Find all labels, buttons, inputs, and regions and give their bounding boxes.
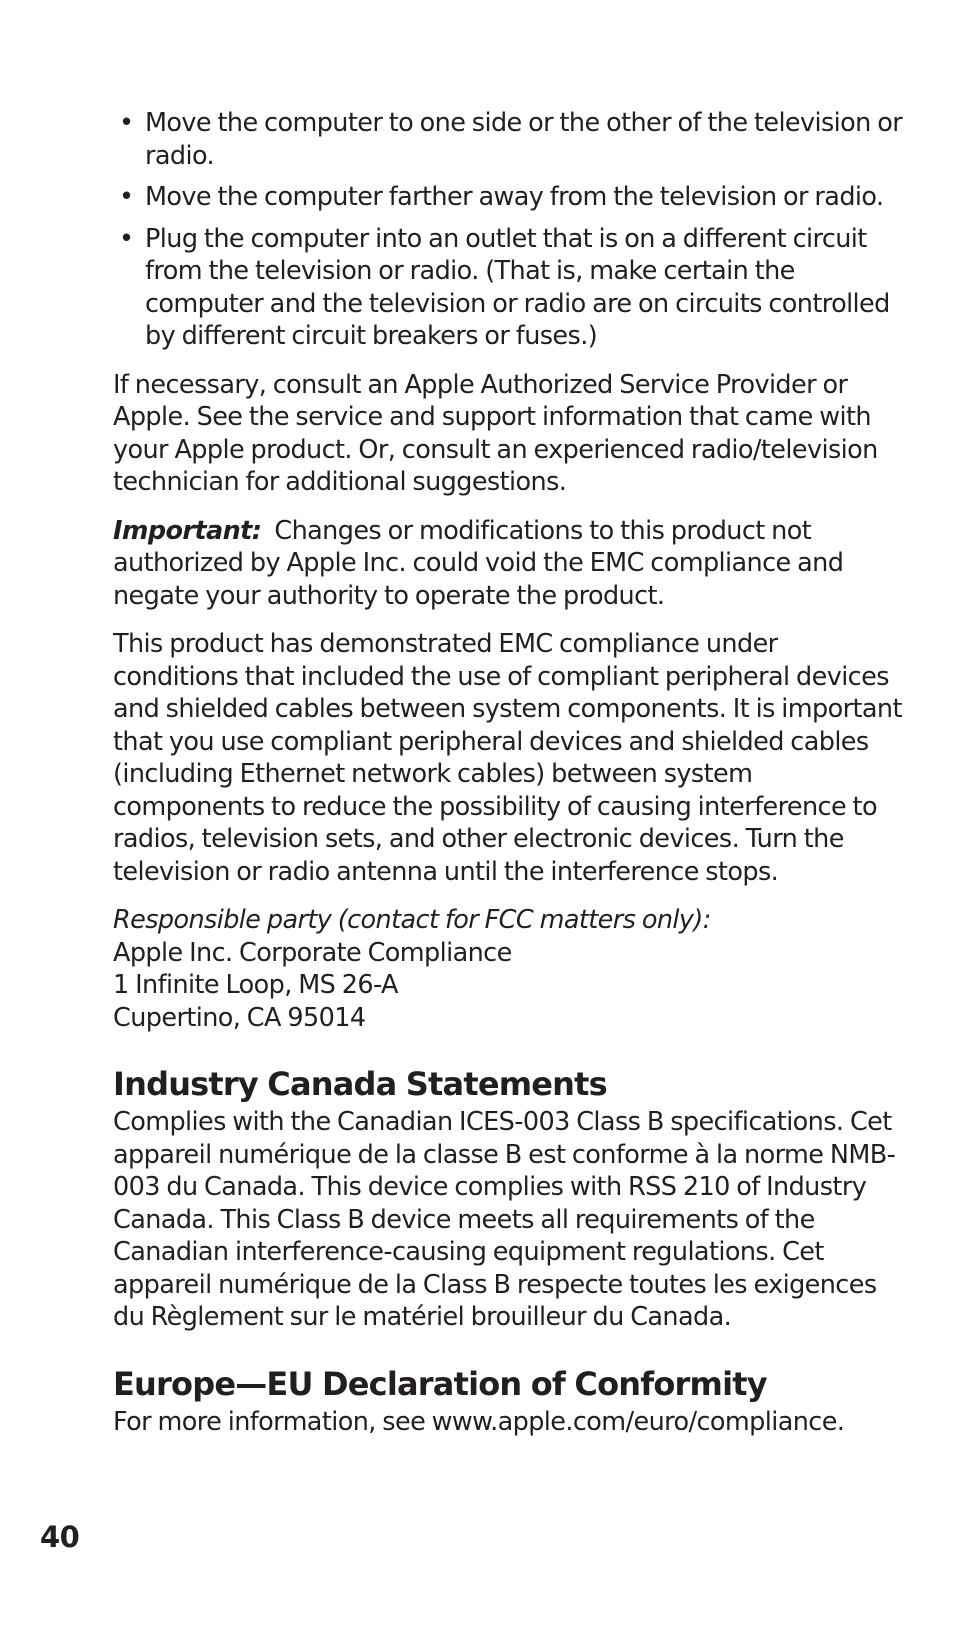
bullet-text: Move the computer to one side or the other of the television or radio.: [145, 108, 903, 171]
bullet-icon: •: [119, 223, 134, 254]
important-text: Changes or modifications to this product not authorized by Apple Inc. could void the EMC compliance and negate your authority to operate the product.: [113, 515, 844, 611]
bullet-icon: •: [119, 182, 134, 212]
page-number: 40: [40, 1520, 80, 1554]
bullet-text: Move the computer farther away from the television or radio.: [145, 182, 884, 212]
consult-paragraph: If necessary, consult an Apple Authorized Service Provider or Apple. See the service and support information that came with your Apple product. Or, consult an experienced radio/television technician for additional suggestions.: [113, 369, 878, 497]
address-line: 1 Infinite Loop, MS 26-A: [113, 970, 398, 1000]
responsible-party-label: Responsible party (contact for FCC matters only):: [113, 905, 711, 935]
important-paragraph: [113, 515, 903, 613]
responsible-party-block: [113, 904, 903, 1034]
bullet-text: Plug the computer into an outlet that is on a different circuit from the television or radio. (That is, make certain the computer and the television or radio are on circuits controlled by different circuit breakers or fuses.): [145, 223, 890, 351]
address-line: Apple Inc. Corporate Compliance: [113, 937, 512, 968]
page-content: [113, 107, 903, 1454]
important-label: Important:: [113, 515, 262, 546]
list-item: [113, 223, 903, 353]
emc-paragraph: This product has demonstrated EMC compliance under conditions that included the use of compliant peripheral devices and shielded cables between system components. It is important that you use compliant peripheral devices and shielded cables (including Ethernet network cables) between system components to reduce the possibility of causing interference to radios, television sets, and other electronic devices. Turn the television or radio antenna until the interference stops.: [113, 629, 902, 887]
canada-paragraph: Complies with the Canadian ICES-003 Class B specifications. Cet appareil numérique de la classe B est conforme à la norme NMB-003 du Canada. This device complies with RSS 210 of Industry Canada. This Class B device meets all requirements of the Canadian interference-causing equipment regulations. Cet appareil numérique de la Class B respecte toutes les exigences du Règlement sur le matériel brouilleur du Canada.: [113, 1107, 896, 1332]
list-item: [113, 107, 903, 172]
address-line: Cupertino, CA 95014: [113, 1002, 366, 1033]
europe-heading: Europe—EU Declaration of Conformity: [113, 1364, 767, 1403]
canada-heading: Industry Canada Statements: [113, 1065, 607, 1103]
bullet-list: [113, 107, 903, 353]
europe-paragraph: For more information, see www.apple.com/euro/compliance.: [113, 1406, 845, 1437]
bullet-icon: •: [119, 108, 134, 138]
list-item: [113, 181, 903, 214]
